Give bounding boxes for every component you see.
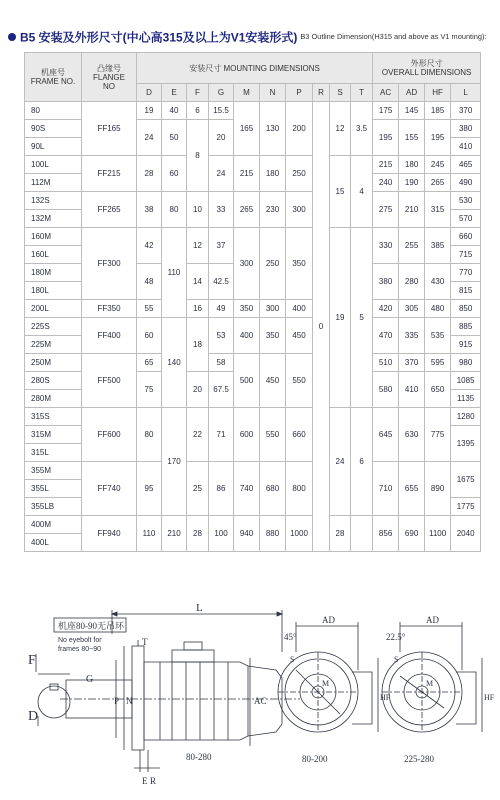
outline-drawings <box>0 600 500 800</box>
caption-side-view: 80-280 <box>186 752 212 762</box>
col-header-s: S <box>330 84 351 102</box>
ad-cell: 690 <box>399 516 425 552</box>
ac-cell: 856 <box>373 516 399 552</box>
hf-cell: 385 <box>425 228 451 264</box>
label-s-2: S <box>394 655 399 664</box>
ad-cell: 335 <box>399 318 425 354</box>
hf-cell: 775 <box>425 408 451 462</box>
n-cell: 450 <box>260 354 286 408</box>
m-cell: 600 <box>234 408 260 462</box>
t-cell: 5 <box>351 228 373 408</box>
label-ad-1: AD <box>322 615 335 625</box>
d-cell: 110 <box>137 516 162 552</box>
g-cell: 49 <box>209 300 234 318</box>
p-cell: 660 <box>286 408 313 462</box>
col-header-t: T <box>351 84 373 102</box>
hf-cell: 535 <box>425 318 451 354</box>
f-cell: 16 <box>187 300 209 318</box>
angle-45: 45° <box>284 632 297 642</box>
frame-cell: 400M <box>25 516 82 534</box>
frame-cell: 112M <box>25 174 82 192</box>
m-cell: 300 <box>234 228 260 300</box>
caption-front-view-1: 80-200 <box>302 754 328 764</box>
d-cell: 19 <box>137 102 162 120</box>
f-cell: 6 <box>187 102 209 120</box>
ac-cell: 510 <box>373 354 399 372</box>
f-cell: 8 <box>187 120 209 192</box>
t-cell: 6 <box>351 408 373 516</box>
frame-cell: 90L <box>25 138 82 156</box>
ad-cell: 280 <box>399 264 425 300</box>
frame-cell: 400L <box>25 534 82 552</box>
hf-cell: 480 <box>425 300 451 318</box>
l-cell: 1280 <box>451 408 481 426</box>
d-cell: 55 <box>137 300 162 318</box>
col-header-hf: HF <box>425 84 451 102</box>
f-cell: 14 <box>187 264 209 300</box>
l-cell: 715 <box>451 246 481 264</box>
label-g: G <box>86 674 94 685</box>
frame-header: 机座号 FRAME NO. <box>25 53 82 102</box>
frame-cell: 180L <box>25 282 82 300</box>
hf-cell: 650 <box>425 372 451 408</box>
s-cell: 12 <box>330 102 351 156</box>
l-cell: 570 <box>451 210 481 228</box>
flange-cell: FF740 <box>82 462 137 516</box>
frame-cell: 160M <box>25 228 82 246</box>
n-cell: 130 <box>260 102 286 156</box>
overall-header: 外形尺寸 OVERALL DIMENSIONS <box>373 53 481 84</box>
flange-cell: FF350 <box>82 300 137 318</box>
g-cell: 71 <box>209 408 234 462</box>
frame-cell: 315L <box>25 444 82 462</box>
m-cell: 265 <box>234 192 260 228</box>
n-cell: 180 <box>260 156 286 192</box>
col-header-e: E <box>162 84 187 102</box>
d-cell: 80 <box>137 408 162 462</box>
l-cell: 490 <box>451 174 481 192</box>
f-cell: 20 <box>187 372 209 408</box>
l-cell: 380 <box>451 120 481 138</box>
p-cell: 300 <box>286 192 313 228</box>
l-cell: 850 <box>451 300 481 318</box>
d-cell: 28 <box>137 156 162 192</box>
col-header-p: P <box>286 84 313 102</box>
title-bullet <box>8 33 16 41</box>
frame-cell: 160L <box>25 246 82 264</box>
ac-cell: 175 <box>373 102 399 120</box>
m-cell: 940 <box>234 516 260 552</box>
hf-cell: 890 <box>425 462 451 516</box>
t-cell <box>351 516 373 552</box>
ac-cell: 330 <box>373 228 399 264</box>
label-m-1: M <box>322 679 330 688</box>
g-cell: 15.5 <box>209 102 234 120</box>
col-header-n: N <box>260 84 286 102</box>
page-subtitle: B3 Outline Dimension(H315 and above as V1 mounting): <box>300 32 487 42</box>
m-cell: 350 <box>234 300 260 318</box>
t-cell: 3.5 <box>351 102 373 156</box>
l-cell: 1395 <box>451 426 481 462</box>
e-cell: 50 <box>162 120 187 156</box>
n-cell: 230 <box>260 192 286 228</box>
frame-cell: 280M <box>25 390 82 408</box>
mounting-header: 安装尺寸 MOUNTING DIMENSIONS <box>137 53 373 84</box>
flange-cell: FF500 <box>82 354 137 408</box>
label-n: N <box>126 696 133 706</box>
t-cell: 4 <box>351 156 373 228</box>
g-cell: 86 <box>209 462 234 516</box>
l-cell: 465 <box>451 156 481 174</box>
f-cell: 18 <box>187 318 209 372</box>
d-cell: 75 <box>137 372 162 408</box>
n-cell: 300 <box>260 300 286 318</box>
g-cell: 33 <box>209 192 234 228</box>
l-cell: 885 <box>451 318 481 336</box>
col-header-f: F <box>187 84 209 102</box>
ac-cell: 195 <box>373 120 399 156</box>
label-t: T <box>142 637 148 647</box>
hf-cell: 265 <box>425 174 451 192</box>
ad-cell: 145 <box>399 102 425 120</box>
s-cell: 28 <box>330 516 351 552</box>
g-cell: 100 <box>209 516 234 552</box>
p-cell: 200 <box>286 102 313 156</box>
col-header-g: G <box>209 84 234 102</box>
hf-cell: 185 <box>425 102 451 120</box>
ac-cell: 710 <box>373 462 399 516</box>
l-cell: 1675 <box>451 462 481 498</box>
label-ad-2: AD <box>426 615 439 625</box>
hf-cell: 1100 <box>425 516 451 552</box>
frame-cell: 250M <box>25 354 82 372</box>
e-cell: 140 <box>162 318 187 408</box>
ac-cell: 645 <box>373 408 399 462</box>
e-cell: 110 <box>162 228 187 318</box>
e-cell: 60 <box>162 156 187 192</box>
l-cell: 1775 <box>451 498 481 516</box>
l-cell: 530 <box>451 192 481 210</box>
m-cell: 500 <box>234 354 260 408</box>
flange-cell: FF400 <box>82 318 137 354</box>
label-p: P <box>114 696 120 706</box>
frame-cell: 280S <box>25 372 82 390</box>
m-cell: 740 <box>234 462 260 516</box>
s-cell: 19 <box>330 228 351 408</box>
l-cell: 1135 <box>451 390 481 408</box>
frame-cell: 355M <box>25 462 82 480</box>
flange-cell: FF215 <box>82 156 137 192</box>
flange-header: 凸缘号 FLANGE NO <box>82 53 137 102</box>
n-cell: 880 <box>260 516 286 552</box>
m-cell: 400 <box>234 318 260 354</box>
ad-cell: 410 <box>399 372 425 408</box>
col-header-l: L <box>451 84 481 102</box>
label-m-2: M <box>426 679 434 688</box>
label-d: D <box>28 709 39 724</box>
frame-cell: 225M <box>25 336 82 354</box>
p-cell: 1000 <box>286 516 313 552</box>
frame-cell: 132M <box>25 210 82 228</box>
g-cell: 67.5 <box>209 372 234 408</box>
flange-cell: FF940 <box>82 516 137 552</box>
d-cell: 48 <box>137 264 162 300</box>
hf-cell: 430 <box>425 264 451 300</box>
caption-front-view-2: 225-280 <box>404 754 434 764</box>
frame-cell: 132S <box>25 192 82 210</box>
f-cell: 22 <box>187 408 209 462</box>
col-header-ac: AC <box>373 84 399 102</box>
ac-cell: 580 <box>373 372 399 408</box>
label-r: R <box>150 776 157 786</box>
p-cell: 400 <box>286 300 313 318</box>
note-en-line1: No eyebolt for <box>58 637 102 644</box>
p-cell: 800 <box>286 462 313 516</box>
n-cell: 350 <box>260 318 286 354</box>
d-cell: 38 <box>137 192 162 228</box>
f-cell: 25 <box>187 462 209 516</box>
g-cell: 53 <box>209 318 234 354</box>
e-cell: 170 <box>162 408 187 516</box>
l-cell: 815 <box>451 282 481 300</box>
hf-cell: 595 <box>425 354 451 372</box>
p-cell: 450 <box>286 318 313 354</box>
label-ac: AC <box>254 696 267 706</box>
hf-cell: 315 <box>425 192 451 228</box>
e-cell: 40 <box>162 102 187 120</box>
l-cell: 410 <box>451 138 481 156</box>
title-row <box>8 28 498 44</box>
s-cell: 24 <box>330 408 351 516</box>
note-cn: 机座80-90无吊环 <box>58 621 124 631</box>
frame-cell: 315M <box>25 426 82 444</box>
label-s-1: S <box>290 655 295 664</box>
e-cell: 210 <box>162 516 187 552</box>
label-f: F <box>28 653 36 668</box>
n-cell: 550 <box>260 408 286 462</box>
p-cell: 550 <box>286 354 313 408</box>
label-hf-2: HF <box>484 693 495 702</box>
frame-cell: 225S <box>25 318 82 336</box>
ac-cell: 420 <box>373 300 399 318</box>
n-cell: 680 <box>260 462 286 516</box>
frame-cell: 100L <box>25 156 82 174</box>
d-cell: 60 <box>137 318 162 354</box>
f-cell: 10 <box>187 192 209 228</box>
l-cell: 370 <box>451 102 481 120</box>
frame-cell: 80 <box>25 102 82 120</box>
frame-cell: 315S <box>25 408 82 426</box>
col-header-ad: AD <box>399 84 425 102</box>
g-cell: 58 <box>209 354 234 372</box>
ad-cell: 210 <box>399 192 425 228</box>
flange-cell: FF165 <box>82 102 137 156</box>
note-en-line2: frames 80~90 <box>58 646 101 653</box>
angle-22-5: 22.5° <box>386 632 406 642</box>
d-cell: 24 <box>137 120 162 156</box>
g-cell: 37 <box>209 228 234 264</box>
label-e: E <box>142 776 148 786</box>
d-cell: 95 <box>137 462 162 516</box>
frame-cell: 355LB <box>25 498 82 516</box>
ad-cell: 630 <box>399 408 425 462</box>
side-view-drawing <box>36 610 300 772</box>
ac-cell: 470 <box>373 318 399 354</box>
n-cell: 250 <box>260 228 286 300</box>
m-cell: 165 <box>234 102 260 156</box>
col-header-r: R <box>313 84 330 102</box>
p-cell: 250 <box>286 156 313 192</box>
e-cell: 80 <box>162 192 187 228</box>
l-cell: 980 <box>451 354 481 372</box>
flange-cell: FF265 <box>82 192 137 228</box>
m-cell: 215 <box>234 156 260 192</box>
label-l: L <box>196 602 203 614</box>
col-header-d: D <box>137 84 162 102</box>
l-cell: 660 <box>451 228 481 246</box>
ac-cell: 215 <box>373 156 399 174</box>
dimension-table <box>24 52 481 552</box>
page-title: B5 安装及外形尺寸(中心高315及以上为V1安装形式) <box>20 30 298 45</box>
flange-cell: FF300 <box>82 228 137 300</box>
g-cell: 20 <box>209 120 234 156</box>
ac-cell: 380 <box>373 264 399 300</box>
ac-cell: 275 <box>373 192 399 228</box>
ad-cell: 155 <box>399 120 425 156</box>
ad-cell: 255 <box>399 228 425 264</box>
label-hf-1: HF <box>380 693 391 702</box>
hf-cell: 245 <box>425 156 451 174</box>
l-cell: 1085 <box>451 372 481 390</box>
flange-cell: FF600 <box>82 408 137 462</box>
l-cell: 2040 <box>451 516 481 552</box>
f-cell: 12 <box>187 228 209 264</box>
l-cell: 915 <box>451 336 481 354</box>
ad-cell: 370 <box>399 354 425 372</box>
ad-cell: 190 <box>399 174 425 192</box>
col-header-m: M <box>234 84 260 102</box>
s-cell: 15 <box>330 156 351 228</box>
r-cell: 0 <box>313 102 330 552</box>
g-cell: 24 <box>209 156 234 192</box>
d-cell: 42 <box>137 228 162 264</box>
l-cell: 770 <box>451 264 481 282</box>
frame-cell: 90S <box>25 120 82 138</box>
frame-cell: 200L <box>25 300 82 318</box>
ad-cell: 305 <box>399 300 425 318</box>
ad-cell: 655 <box>399 462 425 516</box>
p-cell: 350 <box>286 228 313 300</box>
g-cell: 42.5 <box>209 264 234 300</box>
hf-cell: 195 <box>425 120 451 156</box>
ad-cell: 180 <box>399 156 425 174</box>
ac-cell: 240 <box>373 174 399 192</box>
frame-cell: 180M <box>25 264 82 282</box>
d-cell: 65 <box>137 354 162 372</box>
frame-cell: 355L <box>25 480 82 498</box>
f-cell: 28 <box>187 516 209 552</box>
